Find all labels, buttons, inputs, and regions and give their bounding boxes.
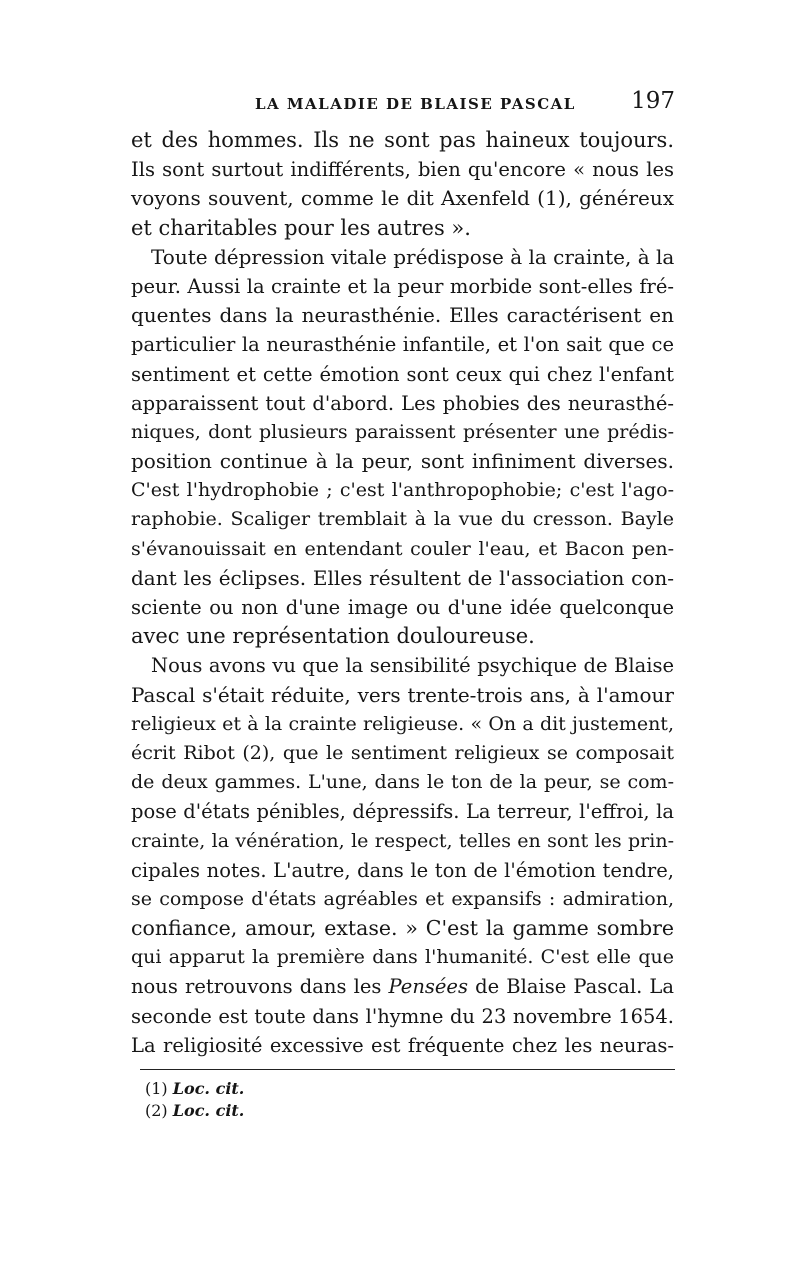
footnote bbox=[145, 1078, 244, 1100]
text-line: peur. Aussi la crainte et la peur morbide sont-elles fré- bbox=[131, 274, 674, 298]
text-line: confiance, amour, extase. » C'est la gamme sombre bbox=[131, 916, 674, 941]
text-line: position continue à la peur, sont infiniment diverses. bbox=[131, 449, 674, 474]
text-line: écrit Ribot (2), que le sentiment religieux se composait bbox=[131, 741, 674, 764]
text-line: C'est l'hydrophobie ; c'est l'anthropophobie; c'est l'ago- bbox=[131, 479, 674, 502]
footnote-text: Loc. cit. bbox=[172, 1101, 245, 1120]
text-line: avec une représentation douloureuse. bbox=[131, 624, 535, 649]
footnote-ref: (1) bbox=[145, 1079, 168, 1098]
text-line: de deux gammes. L'une, dans le ton de la peur, se com- bbox=[131, 771, 674, 794]
text-line: nous retrouvons dans les Pensées de Blaise Pascal. La bbox=[131, 975, 674, 999]
body-text bbox=[131, 126, 674, 1060]
text-line: seconde est toute dans l'hymne du 23 novembre 1654. bbox=[131, 1004, 674, 1028]
text-line: et des hommes. Ils ne sont pas haineux toujours. bbox=[131, 128, 674, 152]
italic-title: Pensées bbox=[388, 975, 468, 999]
text-line: pose d'états pénibles, dépressifs. La terreur, l'effroi, la bbox=[131, 800, 674, 824]
text-line: raphobie. Scaliger tremblait à la vue du cresson. Bayle bbox=[131, 508, 674, 531]
text-line: voyons souvent, comme le dit Axenfeld (1), généreux bbox=[131, 186, 674, 211]
text-line: religieux et à la crainte religieuse. « On a dit justement, bbox=[131, 712, 674, 735]
footnote-ref: (2) bbox=[145, 1101, 168, 1120]
running-head: LA MALADIE DE BLAISE PASCAL bbox=[255, 95, 576, 113]
text-line: sentiment et cette émotion sont ceux qui chez l'enfant bbox=[131, 362, 674, 386]
page-number: 197 bbox=[631, 88, 675, 114]
text-line: Toute dépression vitale prédispose à la crainte, à la bbox=[151, 244, 675, 269]
footnote bbox=[145, 1100, 244, 1122]
page-header bbox=[130, 88, 675, 118]
footnote-text: Loc. cit. bbox=[172, 1079, 245, 1098]
footnotes bbox=[145, 1078, 244, 1122]
text-line: Ils sont surtout indifférents, bien qu'encore « nous les bbox=[131, 158, 674, 182]
text-line: s'évanouissait en entendant couler l'eau, et Bacon pen- bbox=[131, 537, 674, 560]
text-line: La religiosité excessive est fréquente chez les neuras- bbox=[131, 1033, 674, 1057]
text-line: particulier la neurasthénie infantile, et l'on sait que ce bbox=[131, 333, 674, 357]
text-line: apparaissent tout d'abord. Les phobies des neurasthé- bbox=[131, 391, 674, 415]
text-line: Pascal s'était réduite, vers trente-trois ans, à l'amour bbox=[131, 682, 674, 707]
text-line: cipales notes. L'autre, dans le ton de l'émotion tendre, bbox=[131, 858, 674, 882]
text-line: se compose d'états agréables et expansifs : admiration, bbox=[131, 887, 674, 910]
footnote-divider bbox=[140, 1069, 675, 1070]
text-line: niques, dont plusieurs paraissent présenter une prédis- bbox=[131, 420, 674, 443]
text-line: crainte, la vénération, le respect, telles en sont les prin- bbox=[131, 829, 674, 852]
text-line: dant les éclipses. Elles résultent de l'association con- bbox=[131, 565, 674, 590]
text-line: Nous avons vu que la sensibilité psychique de Blaise bbox=[151, 654, 674, 678]
text-line: quentes dans la neurasthénie. Elles caractérisent en bbox=[131, 303, 674, 328]
text-line: sciente ou non d'une image ou d'une idée quelconque bbox=[131, 596, 674, 619]
text-line: et charitables pour les autres ». bbox=[131, 215, 471, 240]
text-line: qui apparut la première dans l'humanité. C'est elle que bbox=[131, 946, 674, 969]
